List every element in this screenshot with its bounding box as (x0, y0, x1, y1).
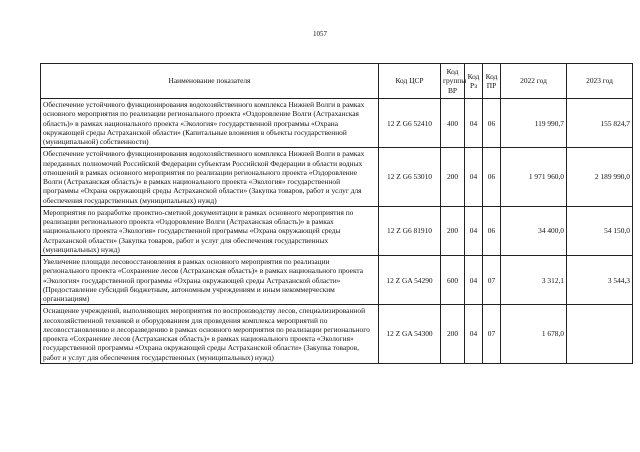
row-pr: 06 (483, 206, 501, 255)
header-rz: Код Рз (465, 64, 483, 99)
row-rz: 04 (465, 99, 483, 148)
table-row (41, 305, 633, 364)
row-2023 (567, 305, 633, 364)
table-row (41, 206, 633, 255)
row-csr: 12 Z GA 54290 (379, 256, 441, 305)
row-2023: 3 544,3 (567, 256, 633, 305)
header-vr: Код группы ВР (441, 64, 465, 99)
header-2023: 2023 год (567, 64, 633, 99)
row-2023: 155 824,7 (567, 99, 633, 148)
row-name: Обеспечение устойчивого функционирования водохозяйственного комплекса Нижней Волги в рамках основного мероприятия по реализации регионального проекта «Оздоровление Волги (Астраханская область)» в рамках национального проекта «Экология» государственной программы «Охрана окружающей среды Астраханской области» (Капитальные вложения в объекты государственной (муниципальной) собственности) (41, 99, 379, 148)
row-vr: 600 (441, 256, 465, 305)
row-vr: 400 (441, 99, 465, 148)
row-vr: 200 (441, 305, 465, 364)
row-2022: 119 990,7 (501, 99, 567, 148)
table-row (41, 148, 633, 207)
budget-table (40, 63, 633, 364)
header-pr: Код ПР (483, 64, 501, 99)
page-number: 1057 (313, 30, 327, 38)
row-vr: 200 (441, 206, 465, 255)
row-2022: 1 971 960,0 (501, 148, 567, 207)
row-rz: 04 (465, 206, 483, 255)
row-2022: 1 678,0 (501, 305, 567, 364)
row-rz: 04 (465, 305, 483, 364)
header-name: Наименование показателя (41, 64, 379, 99)
row-csr: 12 Z G6 53010 (379, 148, 441, 207)
row-pr: 06 (483, 148, 501, 207)
row-rz: 04 (465, 256, 483, 305)
row-rz: 04 (465, 148, 483, 207)
row-name: Увеличение площади лесовосстановления в рамках основного мероприятия по реализации регионального проекта «Сохранение лесов (Астраханская область)» в рамках национального проекта «Экология» государственной программы «Охрана окружающей среды Астраханской области» (Предоставление субсидий бюджетным, автономным учреждениям и иным некоммерческим организациям) (41, 256, 379, 305)
header-csr: Код ЦСР (379, 64, 441, 99)
row-csr: 12 Z GA 54300 (379, 305, 441, 364)
table-row (41, 99, 633, 148)
row-pr: 06 (483, 99, 501, 148)
table-row (41, 256, 633, 305)
row-name: Мероприятия по разработке проектно-сметной документации в рамках основного мероприятия по реализации регионального проекта «Оздоровление Волги (Астраханская область)» в рамках национального проекта «Экология» государственной программы «Охрана окружающей среды Астраханской области» (Закупка товаров, работ и услуг для обеспечения государственных (муниципальных) нужд) (41, 206, 379, 255)
row-pr: 07 (483, 256, 501, 305)
row-csr: 12 Z G6 81910 (379, 206, 441, 255)
row-name: Оснащение учреждений, выполняющих мероприятия по воспроизводству лесов, специализированной лесохозяйственной техникой и оборудованием для проведения комплекса мероприятий по лесовосстановлению и лесоразведению в рамках основного мероприятия по реализации регионального проекта «Сохранение лесов (Астраханская область)» в рамках национального проекта «Экология» государственной программы «Охрана окружающей среды Астраханской области» (Закупка товаров, работ и услуг для обеспечения государственных (муниципальных) нужд) (41, 305, 379, 364)
row-vr: 200 (441, 148, 465, 207)
row-2023: 2 189 990,0 (567, 148, 633, 207)
row-name: Обеспечение устойчивого функционирования водохозяйственного комплекса Нижней Волги в рамках переданных полномочий Российской Федерации субъектам Российской Федерации в области водных отношений в рамках основного мероприятия по реализации регионального проекта «Оздоровление Волги (Астраханская область)» в рамках национального проекта «Экология» государственной программы «Охрана окружающей среды Астраханской области» (Закупка товаров, работ и услуг для обеспечения государственных (муниципальных) нужд) (41, 148, 379, 207)
row-pr: 07 (483, 305, 501, 364)
row-2022: 34 400,0 (501, 206, 567, 255)
header-2022: 2022 год (501, 64, 567, 99)
row-2022: 3 312,1 (501, 256, 567, 305)
row-2023: 54 150,0 (567, 206, 633, 255)
table-header-row (41, 64, 633, 99)
row-csr: 12 Z G6 52410 (379, 99, 441, 148)
